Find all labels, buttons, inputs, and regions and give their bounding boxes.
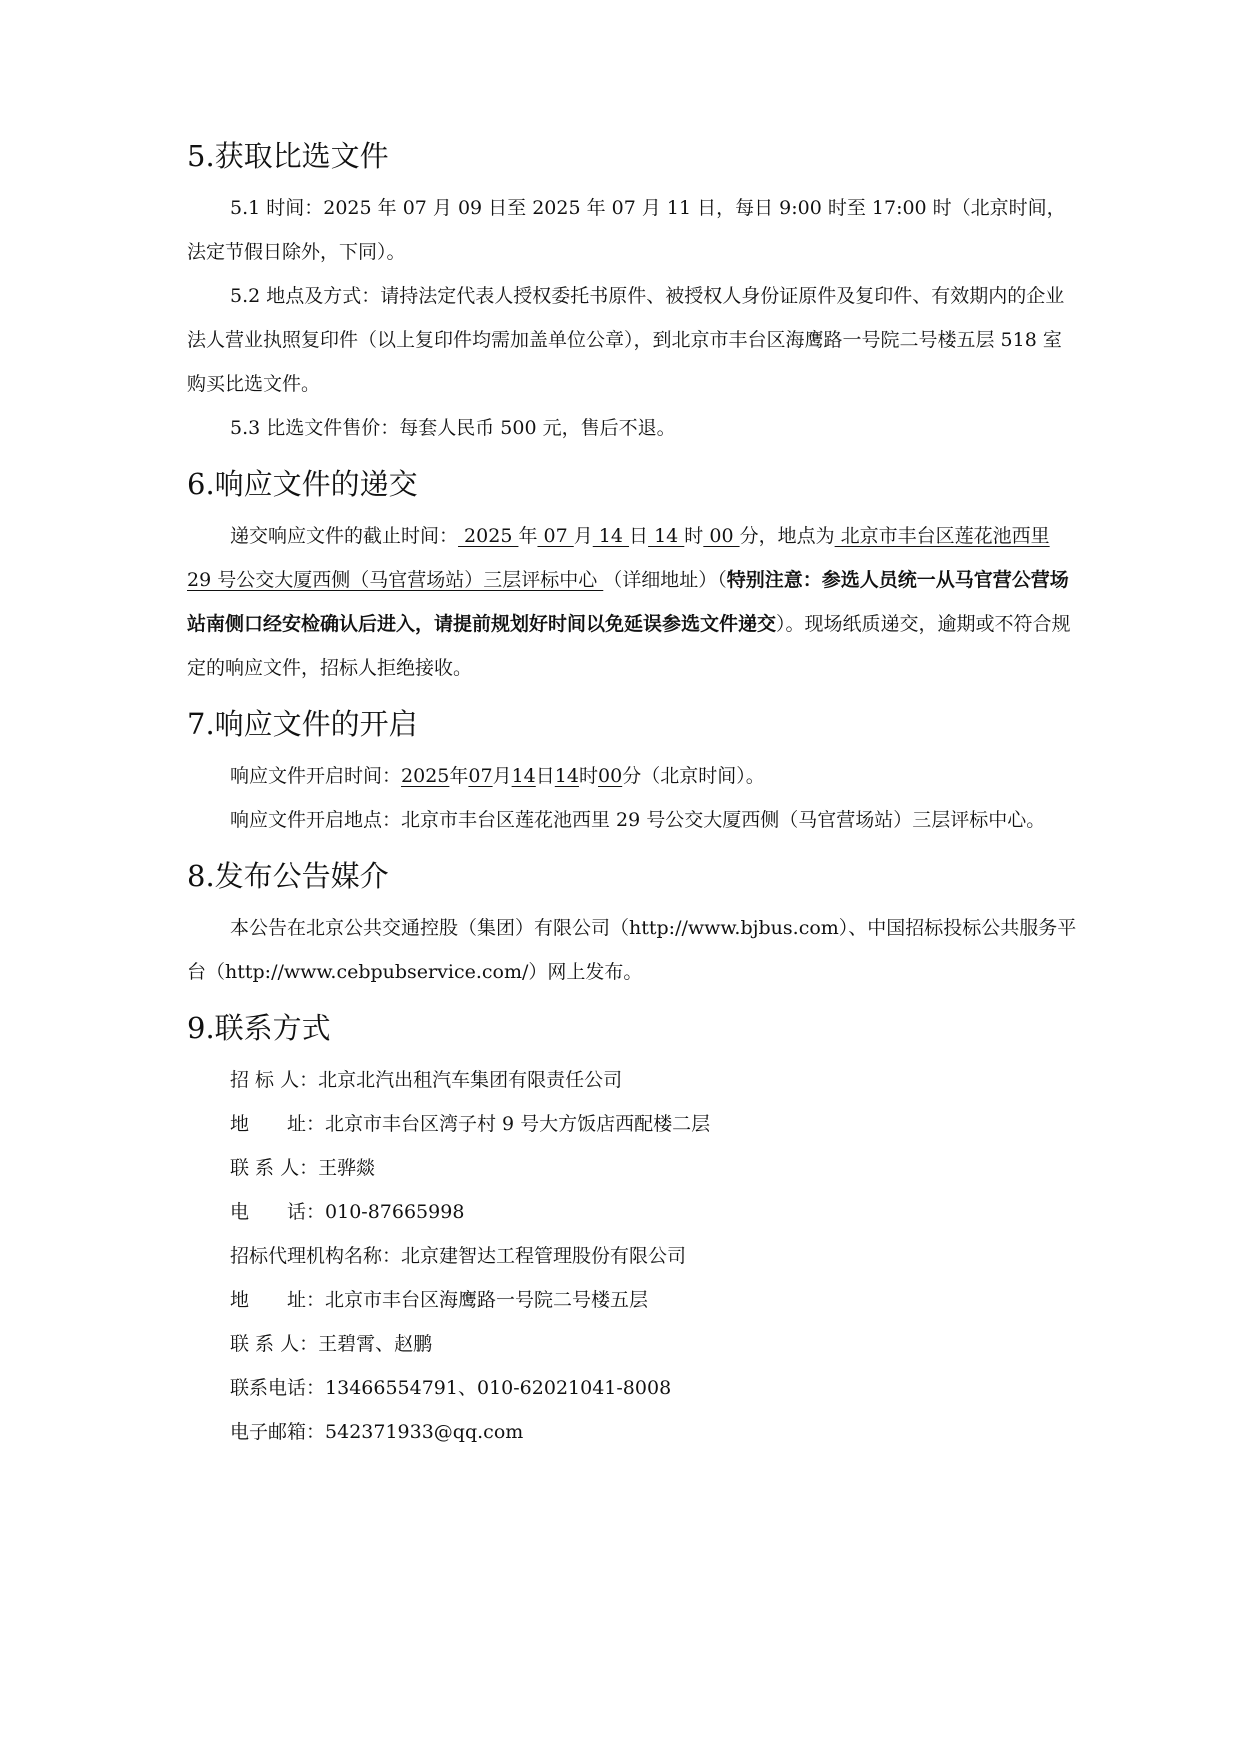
submission-detail-label: （详细地址）（ bbox=[603, 569, 727, 591]
opening-year: 2025 bbox=[401, 765, 450, 787]
contact-row bbox=[187, 1102, 1077, 1146]
section-5-2-paragraph: 5.2 地点及方式：请持法定代表人授权委托书原件、被授权人身份证原件及复印件、有效期内的企业法人营业执照复印件（以上复印件均需加盖单位公章），到北京市丰台区海鹰路一号院二号楼五层 518 室购买比选文件。 bbox=[187, 285, 1065, 395]
deadline-year: 2025 bbox=[458, 525, 519, 547]
opening-time-line bbox=[187, 754, 1077, 798]
contact-value: 北京建智达工程管理股份有限公司 bbox=[401, 1245, 687, 1267]
submission-place: 北京市丰台区莲花池西里 29 号公交大厦西侧（马官营场站）三层评标中心 bbox=[187, 525, 1050, 591]
opening-hour: 14 bbox=[554, 765, 579, 787]
contact-label: 地 址： bbox=[230, 1113, 326, 1135]
deadline-month-unit: 月 bbox=[573, 525, 593, 547]
deadline-lead: 递交响应文件的截止时间： bbox=[230, 525, 459, 547]
deadline-minute: 00 bbox=[703, 525, 740, 547]
contact-label: 招标代理机构名称： bbox=[230, 1245, 402, 1267]
opening-day: 14 bbox=[511, 765, 536, 787]
contact-label: 招 标 人： bbox=[230, 1069, 319, 1091]
contact-value: 北京北汽出租汽车集团有限责任公司 bbox=[318, 1069, 623, 1091]
contact-value: 13466554791、010-62021041-8008 bbox=[325, 1377, 672, 1399]
contact-label: 电子邮箱： bbox=[230, 1421, 326, 1443]
special-notice: 特别注意：参选人员统一从马官营公营场站南侧口经安检确认后进入，请提前规划好时间以免延误参选文件递交 bbox=[187, 569, 1069, 635]
contact-row bbox=[187, 1322, 1077, 1366]
section-8-heading: 8.发布公告媒介 bbox=[187, 859, 389, 893]
deadline-year-unit: 年 bbox=[518, 525, 538, 547]
contact-row bbox=[187, 1190, 1077, 1234]
contact-label: 联系电话： bbox=[230, 1377, 326, 1399]
contact-row bbox=[187, 1366, 1077, 1410]
opening-month-unit: 月 bbox=[492, 765, 512, 787]
opening-month: 07 bbox=[468, 765, 493, 787]
contact-value: 010-87665998 bbox=[325, 1201, 465, 1223]
section-6-paragraph bbox=[187, 514, 1077, 690]
deadline-hour: 14 bbox=[648, 525, 685, 547]
opening-minute-unit: 分（北京时间）。 bbox=[622, 765, 765, 787]
contact-value: 王碧霄、赵鹏 bbox=[318, 1333, 433, 1355]
contact-row bbox=[187, 1058, 1077, 1102]
section-5-heading: 5.获取比选文件 bbox=[187, 139, 389, 173]
contact-label: 电 话： bbox=[230, 1201, 326, 1223]
deadline-day-unit: 日 bbox=[629, 525, 649, 547]
deadline-month: 07 bbox=[537, 525, 574, 547]
opening-year-unit: 年 bbox=[449, 765, 469, 787]
deadline-day: 14 bbox=[592, 525, 630, 547]
section-6-heading: 6.响应文件的递交 bbox=[187, 467, 418, 501]
opening-lead: 响应文件开启时间： bbox=[230, 765, 402, 787]
deadline-minute-unit: 分，地点为 bbox=[739, 525, 835, 547]
opening-hour-unit: 时 bbox=[578, 765, 598, 787]
contact-list bbox=[187, 1058, 1077, 1454]
contact-value: 王骅燚 bbox=[318, 1157, 376, 1179]
contact-value: 542371933@qq.com bbox=[325, 1421, 524, 1443]
contact-label: 联 系 人： bbox=[230, 1157, 319, 1179]
section-9-heading: 9.联系方式 bbox=[187, 1011, 331, 1045]
opening-minute: 00 bbox=[598, 765, 623, 787]
contact-value: 北京市丰台区海鹰路一号院二号楼五层 bbox=[325, 1289, 649, 1311]
contact-row bbox=[187, 1410, 1077, 1454]
section-7-heading: 7.响应文件的开启 bbox=[187, 707, 418, 741]
deadline-hour-unit: 时 bbox=[684, 525, 704, 547]
opening-place-paragraph: 响应文件开启地点：北京市丰台区莲花池西里 29 号公交大厦西侧（马官营场站）三层评标中心。 bbox=[230, 809, 1046, 831]
section-5-3-paragraph: 5.3 比选文件售价：每套人民币 500 元，售后不退。 bbox=[230, 417, 676, 439]
contact-row bbox=[187, 1234, 1077, 1278]
opening-day-unit: 日 bbox=[535, 765, 555, 787]
section-5-1-paragraph: 5.1 时间：2025 年 07 月 09 日至 2025 年 07 月 11 日，每日 9:00 时至 17:00 时（北京时间，法定节假日除外，下同）。 bbox=[187, 197, 1066, 263]
contact-row bbox=[187, 1278, 1077, 1322]
contact-row bbox=[187, 1146, 1077, 1190]
submission-tail: ）。现场纸质递交，逾期或不符合规定的响应文件，招标人拒绝接收。 bbox=[187, 613, 1071, 679]
contact-label: 地 址： bbox=[230, 1289, 326, 1311]
section-8-paragraph: 本公告在北京公共交通控股（集团）有限公司（http://www.bjbus.com）、中国招标投标公共服务平台（http://www.cebpubservice.com/）网上发布。 bbox=[187, 917, 1077, 983]
contact-value: 北京市丰台区湾子村 9 号大方饭店西配楼二层 bbox=[325, 1113, 711, 1135]
document-content bbox=[187, 136, 1077, 1454]
contact-label: 联 系 人： bbox=[230, 1333, 319, 1355]
